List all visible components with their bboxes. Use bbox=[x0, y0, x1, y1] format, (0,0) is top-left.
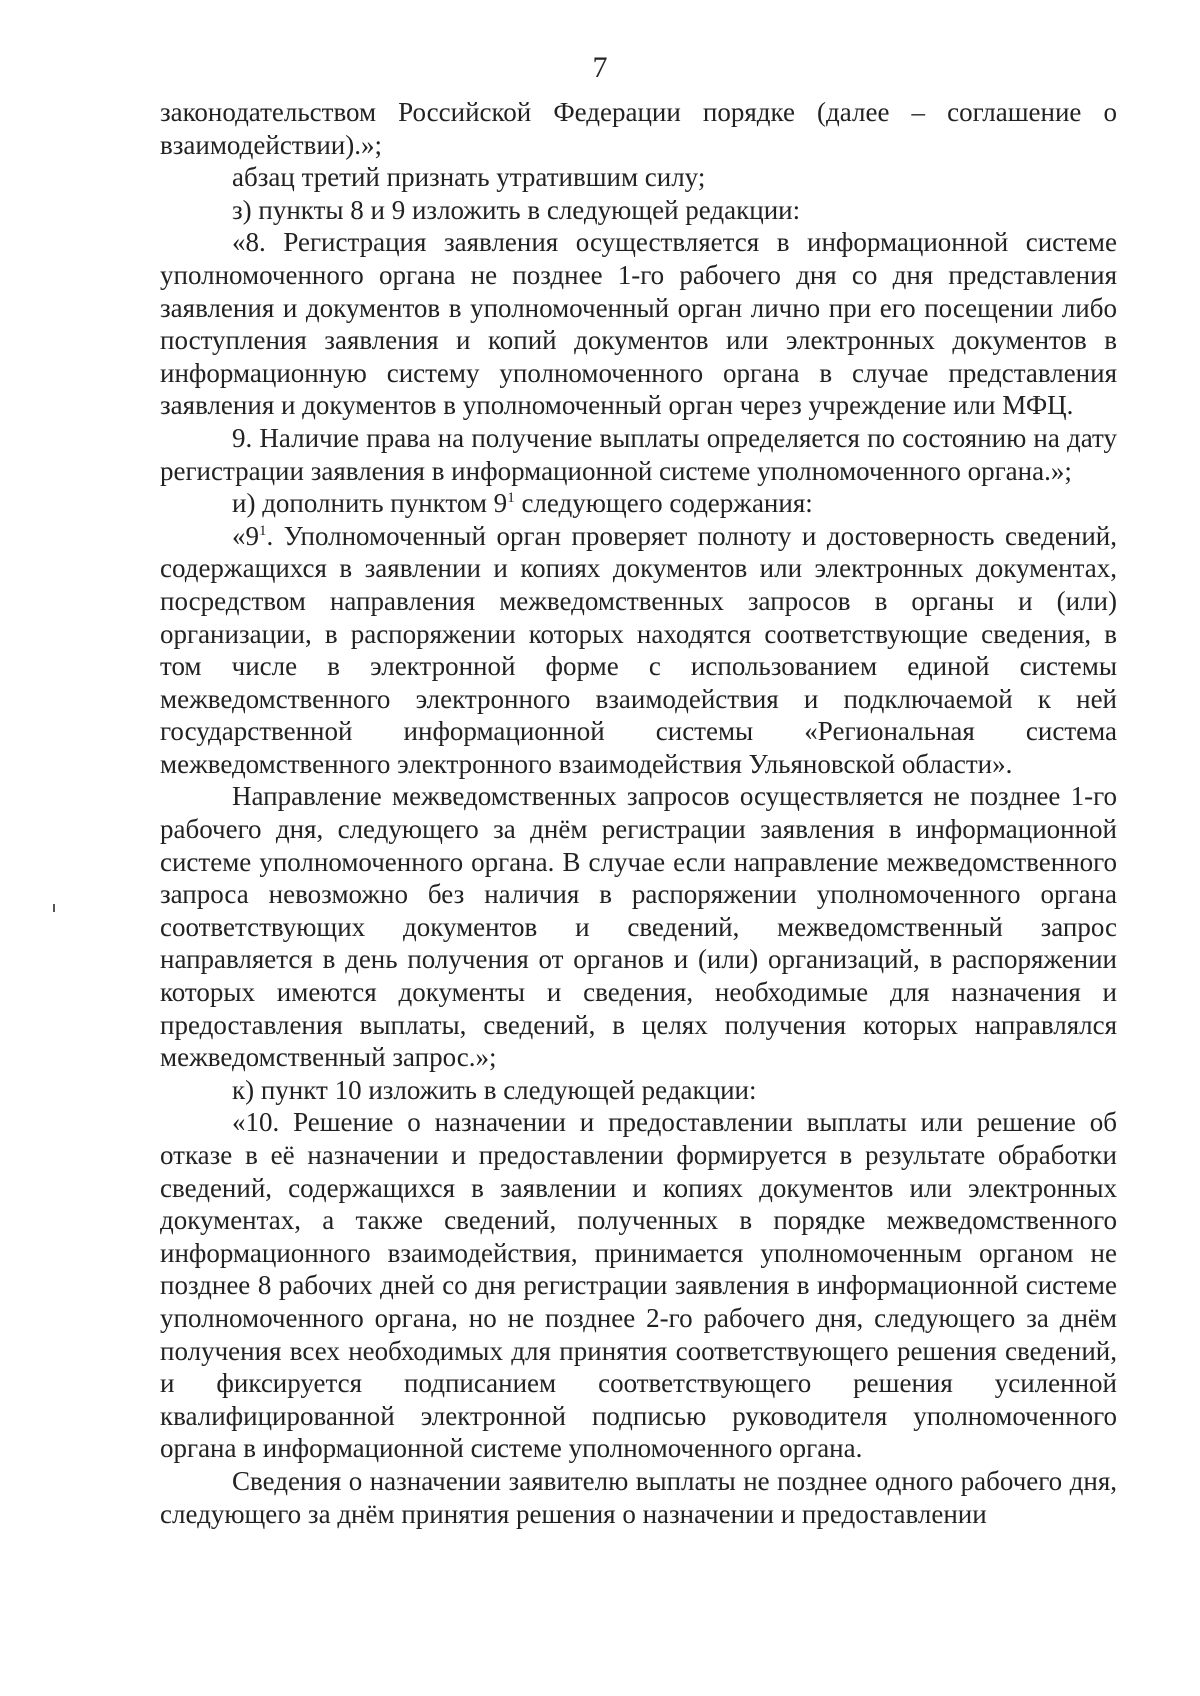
document-body bbox=[160, 96, 1117, 1530]
text-segment: . Уполномоченный орган проверяет полноту и достоверность сведений, содержащихся в заявлении и копиях документов или электронных документах, посредством направления межведомственных запросов в органы и (или) организации, в распоряжении которых находятся соответствующие сведения, в том числе в электронной форме с использованием единой системы межведомственного электронного взаимодействия и подключаемой к ней государственной информационной системы «Региональная система межведомственного электронного взаимодействия Ульяновской области». bbox=[160, 520, 1117, 779]
paragraph-point-9-1 bbox=[160, 520, 1117, 781]
paragraph-item-z: з) пункты 8 и 9 изложить в следующей редакции: bbox=[232, 194, 801, 225]
paragraph-requests: Направление межведомственных запросов осуществляется не позднее 1-го рабочего дня, следующего за днём регистрации заявления в информационной системе уполномоченного органа. В случае если направление межведомственного запроса невозможно без наличия в распоряжении уполномоченного органа соответствующих документов и сведений, межведомственный запрос направляется в день получения от органов и (или) организаций, в распоряжении которых имеются документы и сведения, необходимые для назначения и предоставления выплаты, сведений, в целях получения которых направлялся межведомственный запрос.»; bbox=[160, 781, 1117, 1073]
text-segment: и) дополнить пунктом 9 bbox=[232, 488, 508, 519]
paragraph-abzac-3: абзац третий признать утратившим силу; bbox=[232, 162, 706, 193]
paragraph-item-k: к) пункт 10 изложить в следующей редакции: bbox=[232, 1074, 757, 1105]
text-segment: следующего содержания: bbox=[514, 488, 813, 519]
paragraph-point-9: 9. Наличие права на получение выплаты определяется по состоянию на дату регистрации заявления в информационной системе уполномоченного органа.»; bbox=[160, 422, 1117, 486]
paragraph-continuation: законодательством Российской Федерации порядке (далее – соглашение о взаимодействии).»; bbox=[160, 97, 1117, 160]
paragraph-item-i bbox=[160, 487, 1117, 520]
superscript: 1 bbox=[507, 490, 515, 507]
paragraph-point-8: «8. Регистрация заявления осуществляется в информационной системе уполномоченного органа не позднее 1-го рабочего дня со дня представления заявления и документов в уполномоченный орган лично при его посещении либо поступления заявления и копий документов или электронных документов в информационную систему уполномоченного органа в случае представления заявления и документов в уполномоченный орган через учреждение или МФЦ. bbox=[160, 227, 1117, 421]
paragraph-notification: Сведения о назначении заявителю выплаты не позднее одного рабочего дня, следующего за днём принятия решения о назначении и предоставлении bbox=[160, 1465, 1117, 1529]
superscript: 1 bbox=[259, 522, 267, 539]
page-number: 7 bbox=[592, 51, 608, 84]
paragraph-point-10: «10. Решение о назначении и предоставлении выплаты или решение об отказе в её назначении и предоставлении формируется в результате обработки сведений, содержащихся в заявлении и копиях документов или электронных документах, а также сведений, полученных в порядке межведомственного информационного взаимодействия, принимается уполномоченным органом не позднее 8 рабочих дней со дня регистрации заявления в информационной системе уполномоченного органа, но не позднее 2-го рабочего дня, следующего за днём получения всех необходимых для принятия соответствующего решения сведений, и фиксируется подписанием соответствующего решения усиленной квалифицированной электронной подписью руководителя уполномоченного органа в информационной системе уполномоченного органа. bbox=[160, 1107, 1117, 1464]
scan-mark bbox=[53, 904, 55, 912]
text-segment: «9 bbox=[232, 520, 259, 551]
